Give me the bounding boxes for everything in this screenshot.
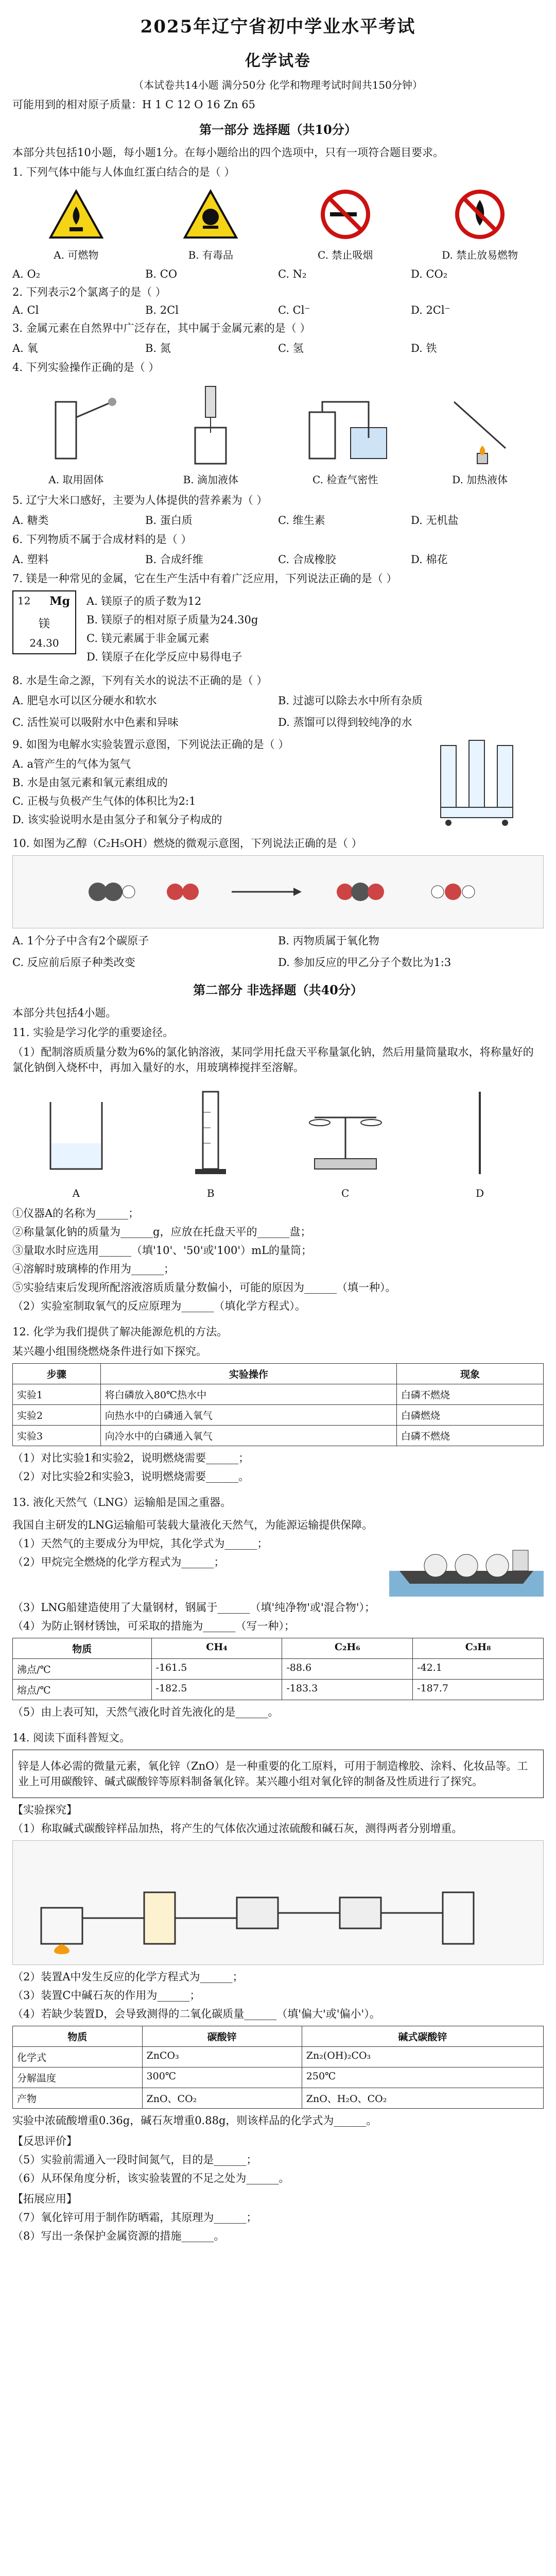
table-row	[13, 1405, 544, 1426]
q13-melting-label: 熔点/℃	[13, 1680, 152, 1700]
q1-option-d: D. CO₂	[411, 268, 448, 280]
q8-option-d: D. 蒸馏可以得到较纯净的水	[278, 716, 412, 728]
q5-options	[12, 512, 544, 528]
sign-b	[147, 186, 274, 262]
q10-option-c: C. 反应前后原子种类改变	[12, 956, 135, 969]
q10-options	[12, 933, 544, 970]
q14-decomp-1: 300℃	[142, 2067, 302, 2088]
question-10: 10. 如图为乙醇（C₂H₅OH）燃烧的微观示意图，下列说法正确的是（ ）	[12, 837, 362, 850]
q14-decomp-label: 分解温度	[13, 2067, 143, 2088]
q2-option-b: B. 2Cl	[145, 304, 179, 316]
q9-option-a: A. a管产生的气体为氢气	[12, 758, 131, 770]
question-8: 8. 水是生命之源，下列有关水的说法不正确的是（ ）	[12, 674, 268, 687]
q12-head-step: 步骤	[13, 1364, 101, 1384]
q11-figure-b	[147, 1081, 274, 1199]
q12-row2-step: 实验2	[13, 1405, 101, 1426]
q1-option-c: C. N₂	[278, 268, 307, 280]
q10-option-a: A. 1个分子中含有2个碳原子	[12, 935, 149, 947]
q9-option-c: C. 正极与负极产生气体的体积比为2:1	[12, 795, 196, 807]
question-4: 4. 下列实验操作正确的是（ ）	[12, 361, 160, 374]
q10-option-d: D. 参加反应的甲乙分子个数比为1:3	[278, 956, 451, 969]
q10-molecule-figure	[12, 855, 544, 928]
q14-formula-1: ZnCO₃	[142, 2047, 302, 2067]
q11-label-c: C	[341, 1187, 350, 1199]
question-12: 12. 化学为我们提供了解决能源危机的方法。	[12, 1326, 228, 1338]
q5-option-d: D. 无机盐	[411, 514, 459, 527]
exam-content	[0, 97, 556, 2244]
exam-note: （本试卷共14小题 满分50分 化学和物理考试时间共150分钟）	[133, 79, 423, 91]
q7-option-b: B. 镁原子的相对原子质量为24.30g	[86, 614, 258, 626]
flammable-sign-icon	[48, 186, 105, 243]
q7-options	[86, 590, 544, 668]
q14-apparatus-figure	[12, 1840, 544, 1965]
airtight-check-figure-icon	[294, 381, 397, 469]
q12-head-operation: 实验操作	[100, 1364, 396, 1384]
q8-option-c: C. 活性炭可以吸附水中色素和异味	[12, 716, 179, 728]
q12-row1-operation: 将白磷放入80℃热水中	[100, 1384, 396, 1405]
q1-options	[12, 268, 544, 280]
beaker-icon	[25, 1081, 128, 1184]
table-row	[13, 1680, 544, 1700]
sign-d	[416, 186, 544, 262]
element-number: 12	[18, 595, 31, 607]
q3-option-b: B. 氮	[145, 342, 171, 354]
question-13: 13. 液化天然气（LNG）运输船是国之重器。	[12, 1496, 232, 1509]
q13-head-c2h6: C₂H₆	[282, 1638, 413, 1659]
q5-option-a: A. 糖类	[12, 514, 49, 527]
q11-sub2: ②称量氯化钠的质量为______g，应放在托盘天平的______盘；	[12, 1226, 311, 1238]
question-7: 7. 镁是一种常见的金属，它在生产生活中有着广泛应用，下列说法正确的是（ ）	[12, 572, 397, 585]
q14-head-zinc-carbonate: 碳酸锌	[142, 2026, 302, 2047]
no-flammable-sign-icon	[451, 186, 508, 243]
q2-option-c: C. Cl⁻	[278, 304, 310, 316]
table-row	[13, 2047, 544, 2067]
q14-app2: （8）写出一条保护金属资源的措施______。	[12, 2230, 225, 2242]
lng-ship-icon	[389, 1514, 544, 1597]
q14-head-basic-zinc-carbonate: 碱式碳酸锌	[302, 2026, 543, 2047]
q4-figure-c	[282, 381, 409, 486]
sign-c-label: C. 禁止吸烟	[318, 249, 373, 261]
q14-formula-label: 化学式	[13, 2047, 143, 2067]
q13-boiling-c2h6: -88.6	[282, 1659, 413, 1680]
q13-s2: （2）甲烷完全燃烧的化学方程式为______；	[12, 1556, 225, 1568]
q12-row2-operation: 向热水中的白磷通入氧气	[100, 1405, 396, 1426]
q11-figures	[12, 1081, 544, 1199]
q13-text	[12, 1514, 379, 1573]
q11-label-b: B	[206, 1187, 215, 1199]
part2-heading: 第二部分 非选择题（共40分）	[193, 982, 363, 997]
q11-sub6: ⑤实验结束后发现所配溶液溶质质量分数偏小，可能的原因为______（填一种）。	[12, 1281, 396, 1294]
q11-figure-d	[416, 1081, 544, 1199]
q11-label-d: D	[476, 1187, 484, 1199]
q11-sub5: （2）实验室制取氧气的反应原理为______（填化学方程式）。	[12, 1300, 306, 1312]
q4-label-a: A. 取用固体	[48, 473, 104, 486]
q14-head-substance: 物质	[13, 2026, 143, 2047]
question-11: 11. 实验是学习化学的重要途径。	[12, 1026, 174, 1039]
q3-option-d: D. 铁	[411, 342, 437, 354]
question-14: 14. 阅读下面科普短文。	[12, 1732, 131, 1744]
q13-block	[12, 1514, 544, 1597]
q14-exp2: （2）装置A中发生反应的化学方程式为______；	[12, 1971, 244, 1983]
q11-sub3: ③量取水时应选用______（填'10'、'50'或'100'）mL的量筒；	[12, 1244, 312, 1257]
q11-figure-c	[282, 1081, 409, 1199]
part2-instruction: 本部分共包括4小题。	[12, 1007, 117, 1019]
q14-exp-title: 【实验探究】	[12, 1804, 77, 1816]
q13-table	[12, 1638, 544, 1700]
q1-option-a: A. O₂	[12, 268, 41, 280]
q5-option-b: B. 蛋白质	[145, 514, 193, 527]
exam-subtitle: 化学试卷	[245, 52, 311, 70]
q9-block	[12, 733, 544, 831]
element-mass: 24.30	[29, 637, 59, 649]
q7-option-a: A. 镁原子的质子数为12	[86, 595, 202, 607]
q14-products-2: ZnO、H₂O、CO₂	[302, 2088, 543, 2109]
q13-head-substance: 物质	[13, 1638, 152, 1659]
q14-table	[12, 2026, 544, 2109]
q7-option-c: C. 镁元素属于非金属元素	[86, 632, 210, 645]
q13-s1: （1）天然气的主要成分为甲烷，其化学式为______；	[12, 1537, 268, 1550]
question-6: 6. 下列物质不属于合成材料的是（ ）	[12, 533, 192, 546]
q4-label-c: C. 检查气密性	[312, 473, 378, 486]
lng-ship-figure	[389, 1514, 544, 1597]
q14-passage: 锌是人体必需的微量元素，氧化锌（ZnO）是一种重要的化工原料，可用于制造橡胶、涂料、化妆品等。工业上可用碳酸锌、碱式碳酸锌等原料制备氧化锌。某兴趣小组对氧化锌的制备及性质进行了探究。	[18, 1760, 528, 1788]
q14-apparatus-icon	[21, 1846, 535, 1959]
q6-options	[12, 551, 544, 567]
q12-row1-step: 实验1	[13, 1384, 101, 1405]
table-row	[13, 1638, 544, 1659]
q13-s3: （3）LNG船建造使用了大量钢材，钢属于______（填'纯净物'或'混合物'）；	[12, 1601, 376, 1614]
q12-head-phenomenon: 现象	[396, 1364, 543, 1384]
q4-label-b: B. 滴加液体	[183, 473, 238, 486]
molecule-reaction-icon	[46, 861, 510, 923]
table-row	[13, 1384, 544, 1405]
q11-label-a: A	[72, 1187, 80, 1199]
table-row	[13, 1426, 544, 1446]
q14-app1: （7）氧化锌可用于制作防晒霜，其原理为______；	[12, 2211, 257, 2224]
electrolysis-apparatus-icon	[410, 735, 544, 828]
q11-figure-a	[12, 1081, 140, 1199]
q8-option-b: B. 过滤可以除去水中所有杂质	[278, 694, 423, 707]
q14-exp3: （3）装置C中碱石灰的作用为______；	[12, 1989, 201, 2002]
q3-options	[12, 340, 544, 355]
q13-melting-c2h6: -183.3	[282, 1680, 413, 1700]
sign-a-label: A. 可燃物	[54, 249, 99, 261]
q8-option-a: A. 肥皂水可以区分硬水和软水	[12, 694, 157, 707]
sign-a	[12, 186, 140, 262]
question-5: 5. 辽宁大米口感好，主要为人体提供的营养素为（ ）	[12, 494, 268, 506]
q12-row1-phenomenon: 白磷不燃烧	[396, 1384, 543, 1405]
q12-conclusion2: （2）对比实验2和实验3，说明燃烧需要______。	[12, 1470, 250, 1483]
graduated-cylinder-icon	[159, 1081, 262, 1184]
q2-option-d: D. 2Cl⁻	[411, 304, 450, 316]
q5-option-c: C. 维生素	[278, 514, 325, 527]
q14-formula-2: Zn₂(OH)₂CO₃	[302, 2047, 543, 2067]
q8-options	[12, 692, 544, 730]
element-symbol: Mg	[49, 595, 70, 608]
q2-option-a: A. Cl	[12, 304, 39, 316]
electrolysis-figure	[410, 735, 544, 828]
atomic-masses: 可能用到的相对原子质量：H 1 C 12 O 16 Zn 65	[12, 98, 255, 111]
q12-table	[12, 1363, 544, 1446]
table-row	[13, 1659, 544, 1680]
q3-option-a: A. 氧	[12, 342, 38, 354]
q7-block	[12, 590, 544, 668]
q12-intro: 某兴趣小组围绕燃烧条件进行如下探究。	[12, 1345, 207, 1358]
q12-conclusion1: （1）对比实验1和实验2，说明燃烧需要______；	[12, 1452, 250, 1464]
question-1: 1. 下列气体中能与人体血红蛋白结合的是（ ）	[12, 166, 235, 178]
q4-figure-b	[147, 381, 274, 486]
table-row	[13, 2067, 544, 2088]
q14-decomp-2: 250℃	[302, 2067, 543, 2088]
q11-intro: （1）配制溶质质量分数为6%的氯化钠溶液，某同学用托盘天平称量氯化钠，然后用量筒量取水，将称量好的氯化钠倒入烧杯中，再加入量好的水，用玻璃棒搅拌至溶解。	[12, 1046, 534, 1074]
sign-d-label: D. 禁止放易燃物	[442, 249, 518, 261]
glass-rod-icon	[428, 1081, 531, 1184]
sign-b-label: B. 有毒品	[188, 249, 233, 261]
q13-boiling-ch4: -161.5	[151, 1659, 282, 1680]
q10-option-b: B. 丙物质属于氧化物	[278, 935, 379, 947]
q14-exp1: （1）称取碱式碳酸锌样品加热，将产生的气体依次通过浓硫酸和碱石灰，测得两者分别增重。	[12, 1822, 463, 1835]
toxic-sign-icon	[182, 186, 239, 243]
q11-sub4: ④溶解时玻璃棒的作用为______；	[12, 1263, 175, 1275]
q7-option-d: D. 镁原子在化学反应中易得电子	[86, 651, 242, 663]
q6-option-a: A. 塑料	[12, 553, 49, 566]
q3-option-c: C. 氢	[278, 342, 304, 354]
q14-exp4: （4）若缺少装置D，会导致测得的二氧化碳质量______（填'偏大'或'偏小'）。	[12, 2008, 380, 2020]
q13-intro: 我国自主研发的LNG运输船可装载大量液化天然气，为能源运输提供保障。	[12, 1519, 373, 1531]
q9-option-d: D. 该实验说明水是由氢分子和氧分子构成的	[12, 814, 222, 826]
q13-head-c3h8: C₃H₈	[413, 1638, 544, 1659]
question-9: 9. 如图为电解水实验装置示意图，下列说法正确的是（ ）	[12, 738, 289, 751]
q14-reflect1: （5）实验前需通入一段时间氮气，目的是______；	[12, 2154, 257, 2166]
table-row	[13, 2088, 544, 2109]
question-2: 2. 下列表示2个氯离子的是（ ）	[12, 286, 166, 298]
dropper-figure-icon	[159, 381, 262, 469]
heat-liquid-figure-icon	[428, 381, 531, 469]
q12-row3-phenomenon: 白磷不燃烧	[396, 1426, 543, 1446]
q13-melting-c3h8: -187.7	[413, 1680, 544, 1700]
q13-boiling-label: 沸点/℃	[13, 1659, 152, 1680]
q4-figure-d	[416, 381, 544, 486]
q14-reflect2: （6）从环保角度分析，该实验装置的不足之处为______。	[12, 2172, 290, 2184]
q4-figure-a	[12, 381, 140, 486]
element-tile	[12, 590, 76, 654]
q1-signs	[12, 186, 544, 262]
q14-passage-box	[12, 1750, 544, 1798]
exam-header	[0, 0, 556, 92]
q14-result: 实验中浓硫酸增重0.36g，碱石灰增重0.88g，则该样品的化学式为______。	[12, 2114, 377, 2127]
exam-title: 2025年辽宁省初中学业水平考试	[140, 16, 416, 37]
q11-sub1: ①仪器A的名称为______；	[12, 1207, 140, 1219]
q9-text-area	[12, 733, 399, 831]
q4-label-d: D. 加热液体	[452, 473, 508, 486]
q14-reflect-title: 【反思评价】	[12, 2135, 77, 2147]
solid-handling-figure-icon	[25, 381, 128, 469]
table-row	[13, 2026, 544, 2047]
balance-scale-icon	[294, 1081, 397, 1184]
q12-row3-operation: 向冷水中的白磷通入氧气	[100, 1426, 396, 1446]
q13-boiling-c3h8: -42.1	[413, 1659, 544, 1680]
q9-option-b: B. 水是由氢元素和氧元素组成的	[12, 776, 168, 789]
q13-head-ch4: CH₄	[151, 1638, 282, 1659]
no-smoking-sign-icon	[317, 186, 374, 243]
q6-option-c: C. 合成橡胶	[278, 553, 336, 566]
q12-row3-step: 实验3	[13, 1426, 101, 1446]
sign-c	[282, 186, 409, 262]
part1-heading: 第一部分 选择题（共10分）	[199, 122, 357, 137]
q6-option-b: B. 合成纤维	[145, 553, 203, 566]
part1-instruction: 本部分共包括10小题，每小题1分。在每小题给出的四个选项中，只有一项符合题目要求。	[12, 146, 444, 159]
q13-s4: （4）为防止钢材锈蚀，可采取的措施为______（写一种）；	[12, 1620, 295, 1632]
q13-melting-ch4: -182.5	[151, 1680, 282, 1700]
q14-products-1: ZnO、CO₂	[142, 2088, 302, 2109]
question-3: 3. 金属元素在自然界中广泛存在，其中属于金属元素的是（ ）	[12, 322, 311, 334]
q2-options	[12, 304, 544, 316]
q12-row2-phenomenon: 白磷燃烧	[396, 1405, 543, 1426]
q1-option-b: B. CO	[145, 268, 178, 280]
q4-figures	[12, 381, 544, 486]
q14-products-label: 产物	[13, 2088, 143, 2109]
q6-option-d: D. 棉花	[411, 553, 448, 566]
element-name: 镁	[38, 618, 50, 631]
q13-s5: （5）由上表可知，天然气液化时首先液化的是______。	[12, 1706, 279, 1718]
q14-app-title: 【拓展应用】	[12, 2193, 77, 2205]
